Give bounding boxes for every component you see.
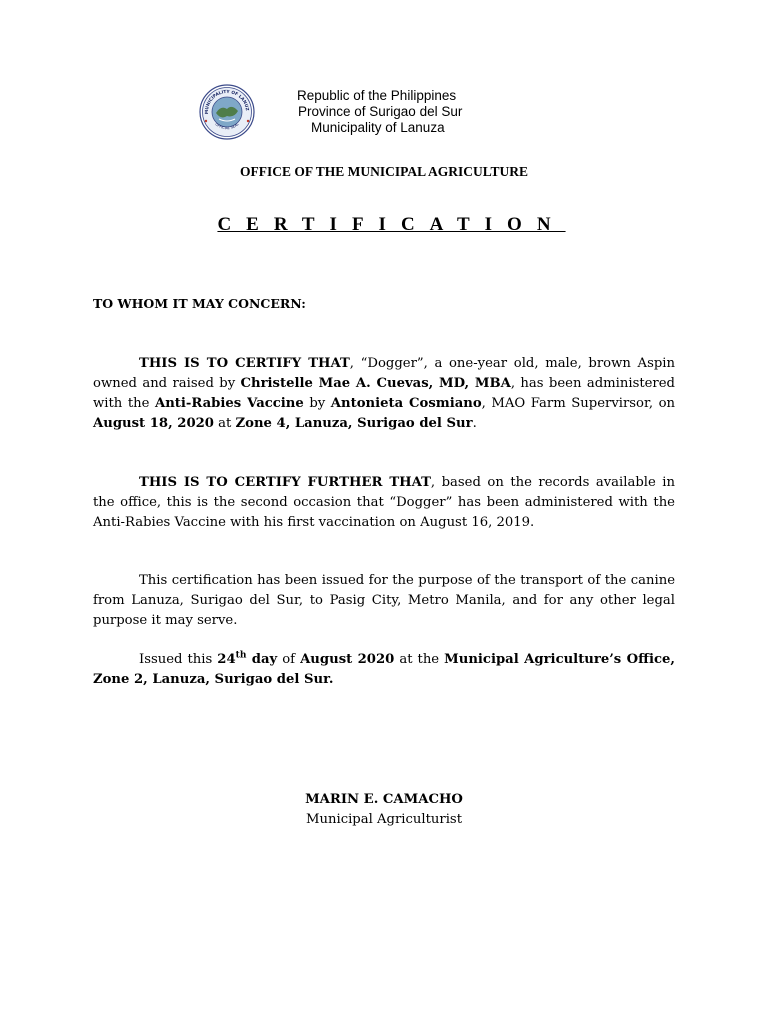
paragraph-further-certification: THIS IS TO CERTIFY FURTHER THAT, based on the records available in the office, this is the second occasion that “Dogger” has been administered with the Anti-Rabies Vaccine with his first vaccination on August 16, 2019. [93, 475, 675, 530]
paragraph-purpose: This certification has been issued for the purpose of the transport of the canine from Lanuza, Surigao del Sur, to Pasig City, Metro Manila, and for any other legal purpose it may serve. [93, 573, 675, 628]
letterhead [0, 84, 768, 144]
salutation: TO WHOM IT MAY CONCERN: [93, 296, 306, 311]
municipal-seal-logo [199, 84, 255, 140]
paragraph-issuance: Issued this 24th day of August 2020 at the Municipal Agriculture’s Office, Zone 2, Lanuza, Surigao del Sur. [93, 650, 675, 687]
paragraph-certification: THIS IS TO CERTIFY THAT, “Dogger”, a one-year old, male, brown Aspin owned and raised by Christelle Mae A. Cuevas, MD, MBA, has been administered with the Anti-Rabies Vaccine by Antonieta Cosmiano, MAO Farm Supervirsor, on August 18, 2020 at Zone 4, Lanuza, Surigao del Sur. [93, 356, 676, 431]
signature-block [0, 790, 768, 830]
document-title: CERTIFICATION [217, 214, 566, 235]
letterhead-text [297, 88, 462, 136]
letterhead-country: Republic of the Philippines [297, 88, 457, 103]
signatory-name: MARIN E. CAMACHO [305, 792, 463, 807]
svg-text:MUNICIPALITY OF LANUZA: MUNICIPALITY OF LANUZ [204, 89, 249, 115]
office-name: OFFICE OF THE MUNICIPAL AGRICULTURE [239, 164, 529, 179]
svg-text:OFFICIAL SEAL: OFFICIAL SEAL [214, 122, 240, 131]
letterhead-municipality: Municipality of Lanuza [311, 120, 445, 135]
letterhead-province: Province of Surigao del Sur [298, 104, 463, 119]
signatory-position: Municipal Agriculturist [306, 812, 462, 827]
